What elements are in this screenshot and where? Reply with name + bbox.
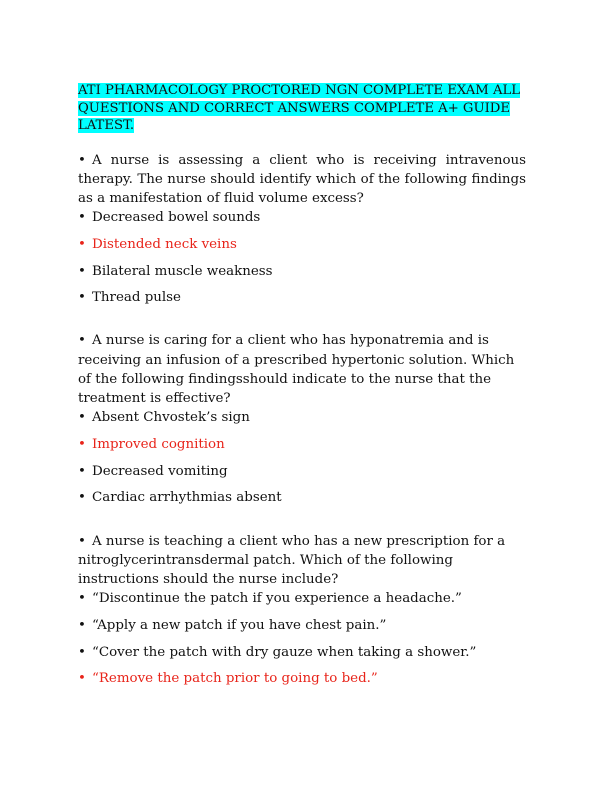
question-3 <box>78 532 526 689</box>
answer-options <box>78 589 526 688</box>
answer-option: • Decreased bowel sounds <box>78 208 526 227</box>
answer-option: • “Discontinue the patch if you experience a headache.” <box>78 589 526 608</box>
bullet-glyph: • <box>78 533 86 549</box>
answer-option: • Thread pulse <box>78 288 526 307</box>
correct-answer-option: • Improved cognition <box>78 435 526 454</box>
question-text: • A nurse is assessing a client who is receiving intravenous therapy. The nurse should identify which of the following findings as a manifestation of fluid volume excess? <box>78 152 526 206</box>
bullet-glyph: • <box>78 617 86 633</box>
bullet-glyph: • <box>78 333 86 349</box>
bullet-glyph: • <box>78 591 86 607</box>
answer-option: • “Apply a new patch if you have chest pain.” <box>78 616 526 635</box>
answer-option: • Cardiac arrhythmias absent <box>78 488 526 507</box>
answer-option: • Decreased vomiting <box>78 462 526 481</box>
bullet-glyph: • <box>78 436 86 452</box>
answer-option: • “Cover the patch with dry gauze when taking a shower.” <box>78 643 526 662</box>
title-highlight: ATI PHARMACOLOGY PROCTORED NGN COMPLETE EXAM ALL QUESTIONS AND CORRECT ANSWERS COMPLETE A+ GUIDE LATEST. <box>78 83 521 133</box>
question-text: • A nurse is caring for a client who has hyponatremia and is receiving an infusion of a prescribed hypertonic solution. Which of the following findingsshould indicate to the nurse that the treatment is effective? <box>78 333 515 407</box>
answer-option: • Absent Chvostek’s sign <box>78 408 526 427</box>
bullet-glyph: • <box>78 490 86 506</box>
bullet-glyph: • <box>78 210 86 226</box>
bullet-glyph: • <box>78 463 86 479</box>
correct-answer-option: • Distended neck veins <box>78 235 526 254</box>
answer-option: • Bilateral muscle weakness <box>78 262 526 281</box>
document-title <box>78 82 526 135</box>
bullet-glyph: • <box>78 263 86 279</box>
bullet-glyph: • <box>78 236 86 252</box>
answer-options <box>78 208 526 307</box>
bullet-glyph: • <box>78 152 86 168</box>
question-1 <box>78 151 526 308</box>
bullet-glyph: • <box>78 671 86 687</box>
document-page <box>78 82 526 712</box>
question-text: • A nurse is teaching a client who has a new prescription for a nitroglycerintransdermal patch. Which of the following instructions should the nurse include? <box>78 533 506 587</box>
question-2 <box>78 331 526 507</box>
bullet-glyph: • <box>78 290 86 306</box>
correct-answer-option: • “Remove the patch prior to going to bed.” <box>78 669 526 688</box>
bullet-glyph: • <box>78 644 86 660</box>
bullet-glyph: • <box>78 410 86 426</box>
answer-options <box>78 408 526 507</box>
